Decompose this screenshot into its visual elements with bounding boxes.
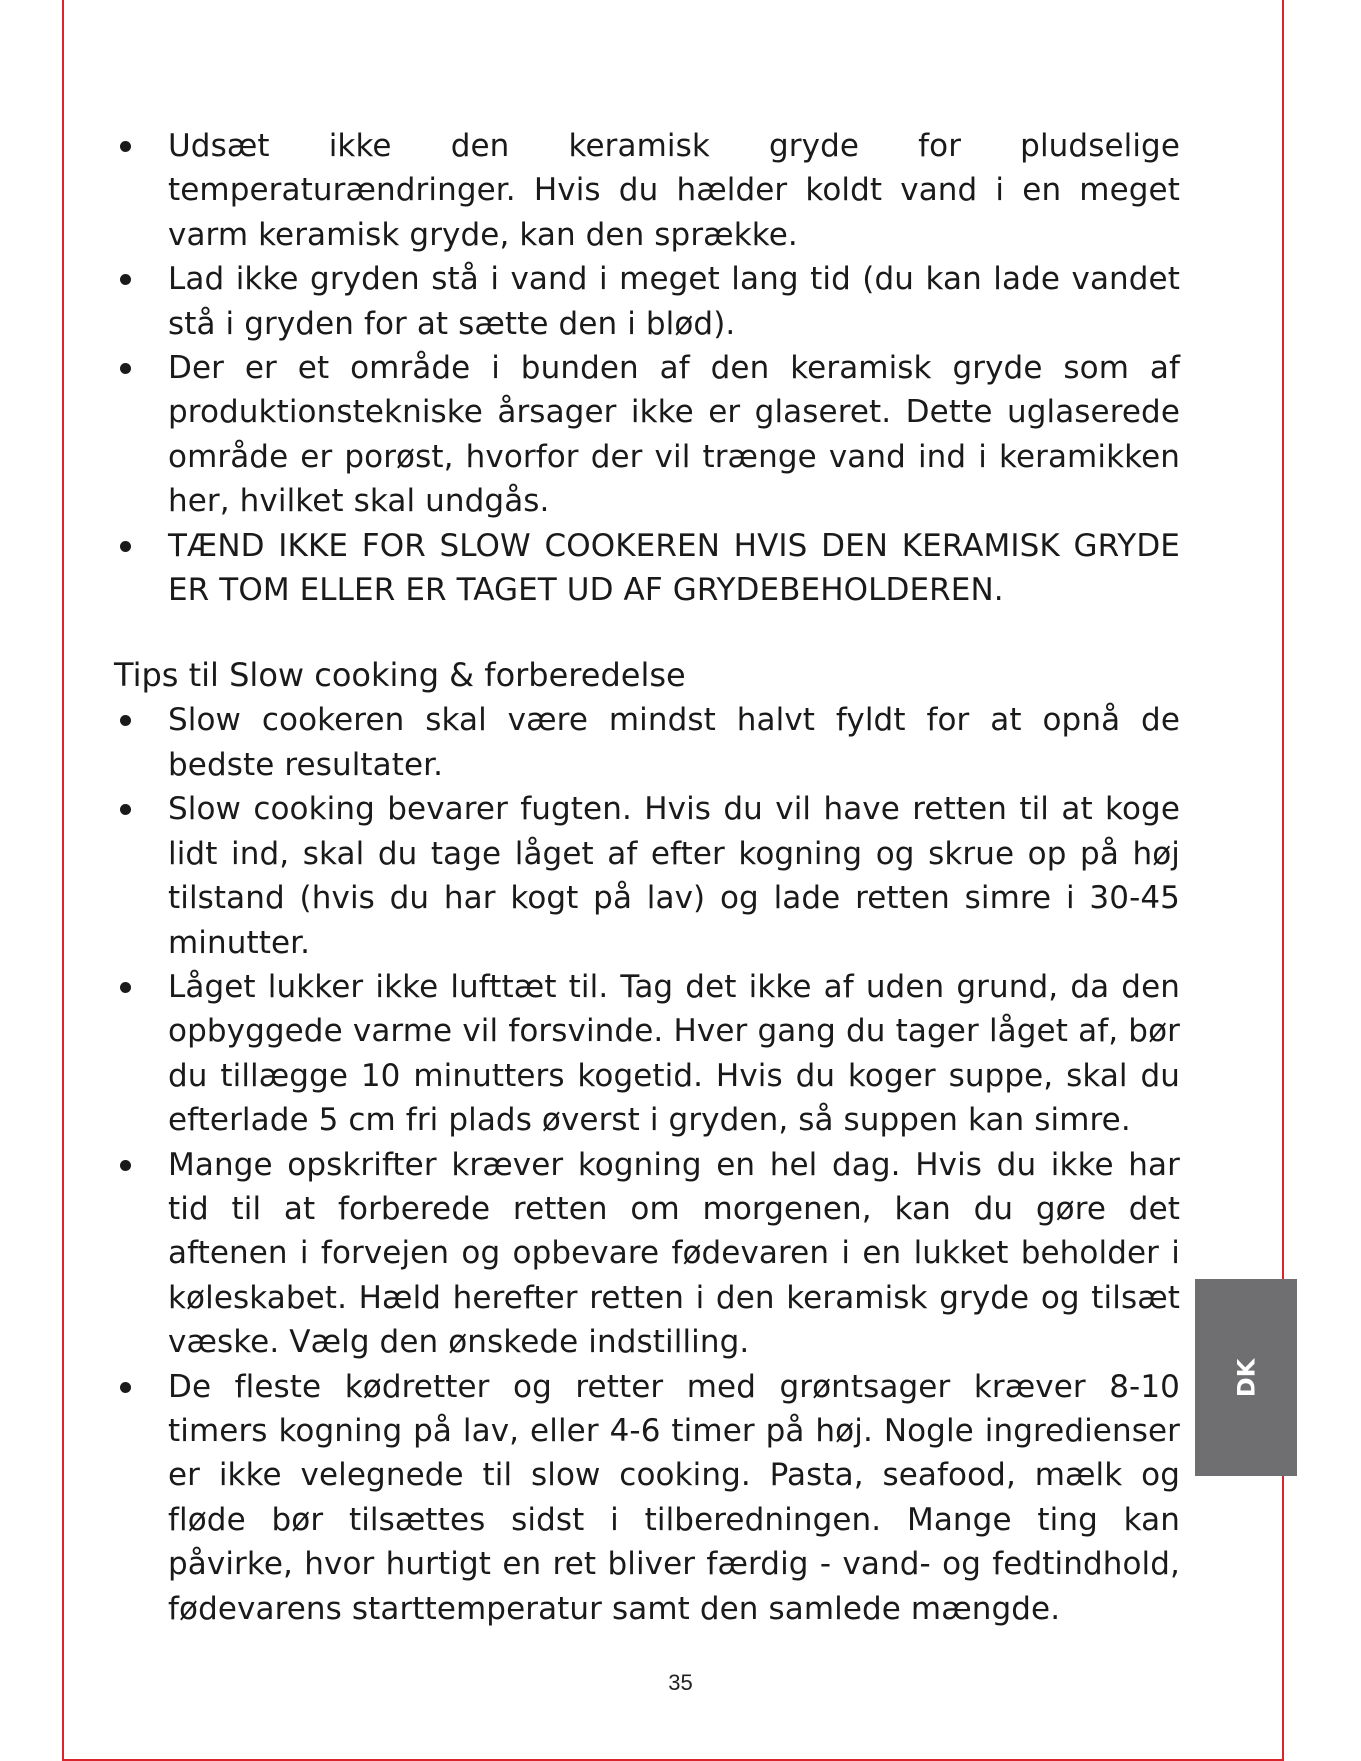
bullet-icon — [120, 274, 131, 285]
bullet-icon — [120, 541, 131, 552]
list-item — [114, 1143, 1180, 1365]
list-item-text: De fleste kødretter og retter med grøntsager kræver 8-10 timers kogning på lav, eller 4-6 timer på høj. Nogle ingredienser er ikke velegnede til slow cooking. Pasta, seafood, mælk og fløde bør tilsættes sidst i tilberedningen. Mange ting kan påvirke, hvor hurtigt en ret bliver færdig - vand- og fedtindhold, fødevarens starttemperatur samt den samlede mængde. — [168, 1368, 1180, 1627]
language-tab — [1195, 1279, 1297, 1476]
bullet-icon — [120, 363, 131, 374]
list-item-text: TÆND IKKE FOR SLOW COOKEREN HVIS DEN KERAMISK GRYDE ER TOM ELLER ER TAGET UD AF GRYDEBEHOLDEREN. — [168, 527, 1180, 609]
list-item — [114, 124, 1180, 257]
list-item-text: Slow cookeren skal være mindst halvt fyldt for at opnå de bedste resultater. — [168, 702, 1180, 783]
list-item-text: Låget lukker ikke lufttæt til. Tag det ikke af uden grund, da den opbyggede varme vil forsvinde. Hver gang du tager låget af, bør du tillægge 10 minutters kogetid. Hvis du koger suppe, skal du efterlade 5 cm fri plads øverst i gryden, så suppen kan simre. — [168, 968, 1180, 1139]
bullet-icon — [120, 1160, 131, 1171]
list-item — [114, 257, 1180, 346]
list-item — [114, 698, 1180, 787]
page-number: 35 — [668, 1670, 693, 1695]
list-item — [114, 787, 1180, 965]
bullet-icon — [120, 141, 131, 152]
tips-list — [114, 698, 1180, 1631]
list-item-text: Lad ikke gryden stå i vand i meget lang tid (du kan lade vandet stå i gryden for at sætte den i blød). — [168, 261, 1180, 342]
bullet-icon — [120, 804, 131, 815]
list-item-text: Slow cooking bevarer fugten. Hvis du vil have retten til at koge lidt ind, skal du tage låget af efter kogning og skrue op på høj tilstand (hvis du har kogt på lav) og lade retten simre i 30-45 minutter. — [168, 791, 1180, 961]
list-item — [114, 965, 1180, 1143]
list-item — [114, 1365, 1180, 1631]
bullet-icon — [120, 1382, 131, 1393]
list-item-text: Mange opskrifter kræver kogning en hel dag. Hvis du ikke har tid til at forberede retten om morgenen, kan du gøre det aftenen i forvejen og opbevare fødevaren i en lukket beholder i køleskabet. Hæld herefter retten i den keramisk gryde og tilsæt væske. Vælg den ønskede indstilling. — [168, 1146, 1180, 1361]
list-item — [114, 346, 1180, 524]
list-item — [114, 524, 1180, 613]
warning-list — [114, 124, 1180, 612]
page-content — [114, 124, 1180, 1631]
list-item-text: Der er et område i bunden af den keramisk gryde som af produktionstekniske årsager ikke er glaseret. Dette uglaserede område er porøst, hvorfor der vil trænge vand ind i keramikken her, hvilket skal undgås. — [168, 350, 1180, 520]
bullet-icon — [120, 715, 131, 726]
section-heading: Tips til Slow cooking & forberedelse — [114, 656, 686, 695]
list-item-text: Udsæt ikke den keramisk gryde for pludselige temperaturændringer. Hvis du hælder koldt vand i en meget varm keramisk gryde, kan den sprække. — [168, 128, 1180, 253]
language-tab-label: DK — [1232, 1358, 1260, 1397]
bullet-icon — [120, 982, 131, 993]
